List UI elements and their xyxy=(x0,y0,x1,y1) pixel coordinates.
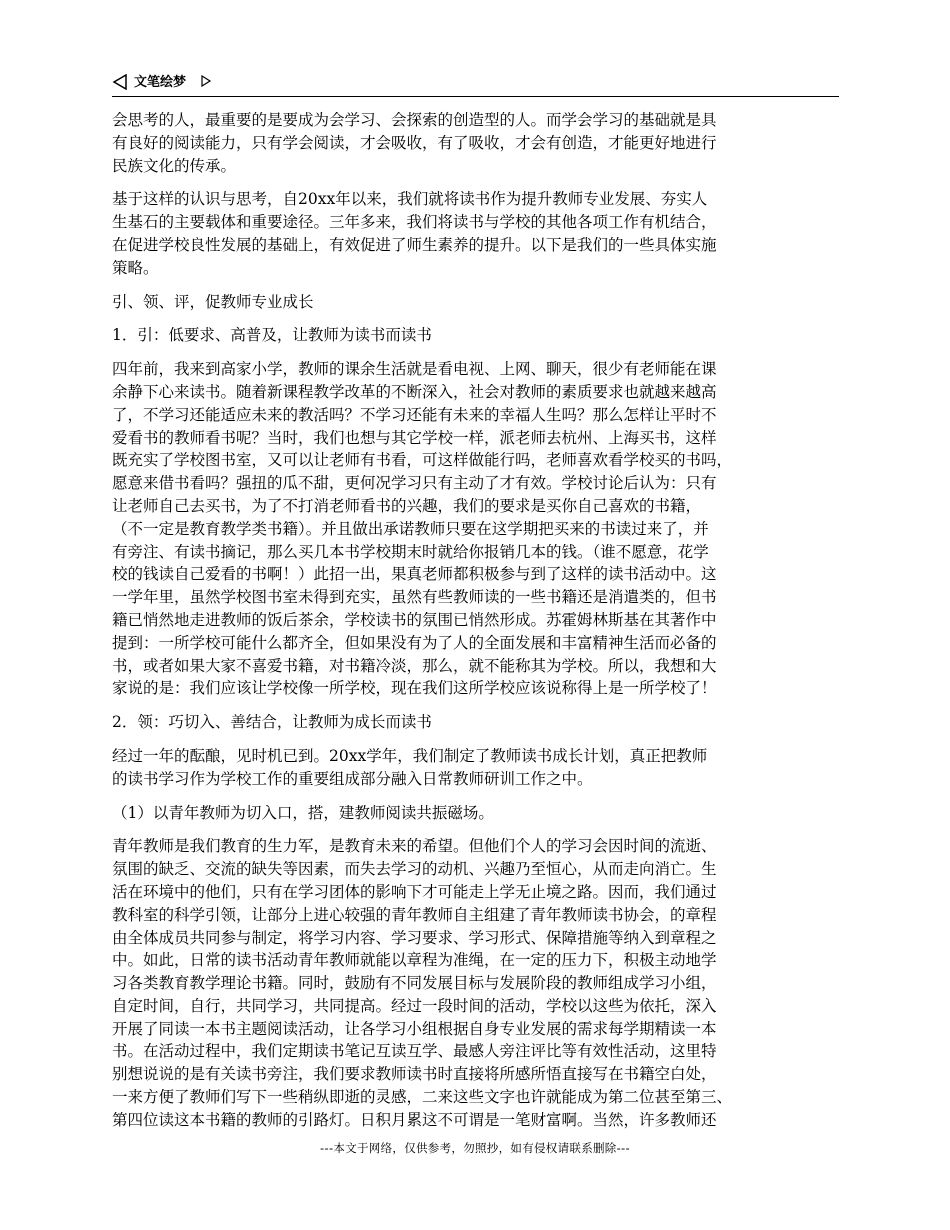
document-body xyxy=(112,109,854,1143)
header-title: 文笔绘梦 xyxy=(134,75,187,90)
triangle-right-outline-icon xyxy=(200,75,212,87)
paragraph: 青年教师是我们教育的生力军，是教育未来的希望。但他们个人的学习会因时间的流逝、 氛围的缺乏、交流的缺失等因素，而失去学习的动机、兴趣乃至恒心，从而走向消亡。生 活在环境中的他们，只有在学习团体的影响下才可能走上学无止境之路。因而，我们通过 教科室的科学引领，让部分上进心较强的青年教师自主组建了青年教师读书协会，的章程 由全体成员共同参与制定，将学习内容、学习要求、学习形式、保障措施等纳入到章程之 中。如此，日常的读书活动青年教师就能以章程为准绳，在一定的压力下，积极主动地学 习各类教育教学理论书籍。同时，鼓励有不同发展目标与发展阶段的教师组成学习小组， 自定时间，自行，共同学习，共同提高。经过一段时间的活动，学校以这些为依托，深入 开展了同读一本书主题阅读活动，让各学习小组根据自身专业发展的需求每学期精读一本 书。在活动过程中，我们定期读书笔记互读互学、最感人旁注评比等有效性活动，这里特 别想说说的是有关读书旁注，我们要求教师读书时直接将所感所悟直接写在书籍空白处， 一来方便了教师们写下一些稍纵即逝的灵感，二来这些文字也许就能成为第二位甚至第三、 第四位读这本书籍的教师的引路灯。日积月累这不可谓是一笔财富啊。当然，许多教师还 xyxy=(112,837,733,1129)
triangle-left-outline-icon xyxy=(112,74,128,90)
subsection-heading: 1．引：低要求、高普及，让教师为读书而读书 xyxy=(112,326,432,345)
section-heading: 引、领、评，促教师专业成长 xyxy=(112,292,314,311)
paragraph: 会思考的人，最重要的是要成为会学习、会探索的创造型的人。而学会学习的基础就是具 有良好的阅读能力，只有学会阅读，才会吸收，有了吸收，才会有创造，才能更好地进行 民族文化的传承。 xyxy=(112,111,717,175)
page-header xyxy=(112,72,839,97)
paragraph: 基于这样的认识与思考，自20xx年以来，我们就将读书作为提升教师专业发展、夯实人 生基石的主要载体和重要途径。三年多来，我们将读书与学校的其他各项工作有机结合， 在促进学校良性发展的基础上，有效促进了师生素养的提升。以下是我们的一些具体实施 策略。 xyxy=(112,190,717,277)
paragraph: 四年前，我来到高家小学，教师的课余生活就是看电视、上网、聊天，很少有老师能在课 余静下心来读书。随着新课程教学改革的不断深入，社会对教师的素质要求也就越来越高 了，不学习还能适应未来的教活吗？不学习还能有未来的幸福人生吗？那么怎样让平时不 爱看书的教师看书呢？当时，我们也想与其它学校一样，派老师去杭州、上海买书，这样 既充实了学校图书室，又可以让老师有书看，可这样做能行吗，老师喜欢看学校买的书吗， 愿意来借书看吗？强扭的瓜不甜，更何况学习只有主动了才有效。学校讨论后认为：只有 让老师自己去买书，为了不打消老师看书的兴趣，我们的要求是买你自己喜欢的书籍， （不一定是教育教学类书籍）。并且做出承诺教师只要在这学期把买来的书读过来了，并 有旁注、有读书摘记，那么买几本书学校期末时就给你报销几本的钱。（谁不愿意，花学 校的钱读自己爱看的书啊！）此招一出，果真老师都积极参与到了这样的读书活动中。这 一学年里，虽然学校图书室未得到充实，虽然有些教师读的一些书籍还是消遣类的，但书 籍已悄然地走进教师的饭后茶余，学校读书的氛围已悄然形成。苏霍姆林斯基在其著作中 提到：一所学校可能什么都齐全，但如果没有为了人的全面发展和丰富精神生活而必备的 书，或者如果大家不喜爱书籍，对书籍冷淡，那么，就不能称其为学校。所以，我想和大 家说的是：我们应该让学校像一所学校，现在我们这所学校应该说称得上是一所学校了！ xyxy=(112,360,733,698)
subsection-heading: （1）以青年教师为切入口，搭，建教师阅读共振磁场。 xyxy=(112,803,494,822)
subsection-heading: 2．领：巧切入、善结合，让教师为成长而读书 xyxy=(112,713,432,732)
paragraph: 经过一年的酝酿，见时机已到。20xx学年，我们制定了教师读书成长计划，真正把教师 的读书学习作为学校工作的重要组成部分融入日常教师研训工作之中。 xyxy=(112,746,708,788)
page-footer: ---本文于网络，仅供参考，勿照抄，如有侵权请联系删除--- xyxy=(320,1141,630,1155)
